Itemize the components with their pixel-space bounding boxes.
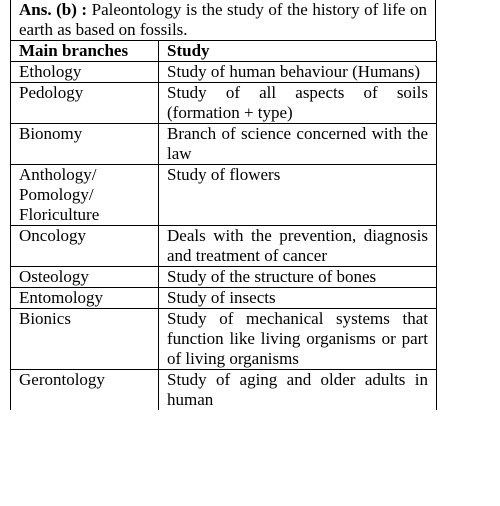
branch-cell: Bionomy <box>11 124 159 165</box>
branches-table <box>10 41 437 410</box>
study-cell: Study of flowers <box>159 165 437 226</box>
study-cell: Study of all aspects of soils (formation + type) <box>159 83 437 124</box>
study-cell: Branch of science concerned with the law <box>159 124 437 165</box>
table-row <box>11 309 437 370</box>
branch-cell: Osteology <box>11 267 159 288</box>
table-row <box>11 288 437 309</box>
answer-sheet <box>10 0 436 410</box>
table-row <box>11 226 437 267</box>
table-row <box>11 62 437 83</box>
study-cell: Deals with the prevention, diagnosis and treatment of cancer <box>159 226 437 267</box>
table-row <box>11 124 437 165</box>
table-header-row <box>11 41 437 62</box>
header-study: Study <box>159 41 437 62</box>
branch-cell: Ethology <box>11 62 159 83</box>
answer-text: Paleontology is the study of the history of life on earth as based on fossils. <box>19 0 427 39</box>
study-cell: Study of aging and older adults in human <box>159 370 437 411</box>
header-main-branches: Main branches <box>11 41 159 62</box>
branch-cell: Anthology/ Pomology/ Floriculture <box>11 165 159 226</box>
branch-cell: Entomology <box>11 288 159 309</box>
study-cell: Study of the structure of bones <box>159 267 437 288</box>
table-row <box>11 267 437 288</box>
study-cell: Study of insects <box>159 288 437 309</box>
study-cell: Study of human behaviour (Humans) <box>159 62 437 83</box>
branch-cell: Pedology <box>11 83 159 124</box>
table-row <box>11 83 437 124</box>
answer-label: Ans. (b) : <box>19 0 88 19</box>
branch-cell: Oncology <box>11 226 159 267</box>
table-row <box>11 165 437 226</box>
branch-cell: Gerontology <box>11 370 159 411</box>
table-row <box>11 370 437 411</box>
answer-paragraph <box>10 0 436 41</box>
branch-cell: Bionics <box>11 309 159 370</box>
study-cell: Study of mechanical systems that function like living organisms or part of living organisms <box>159 309 437 370</box>
